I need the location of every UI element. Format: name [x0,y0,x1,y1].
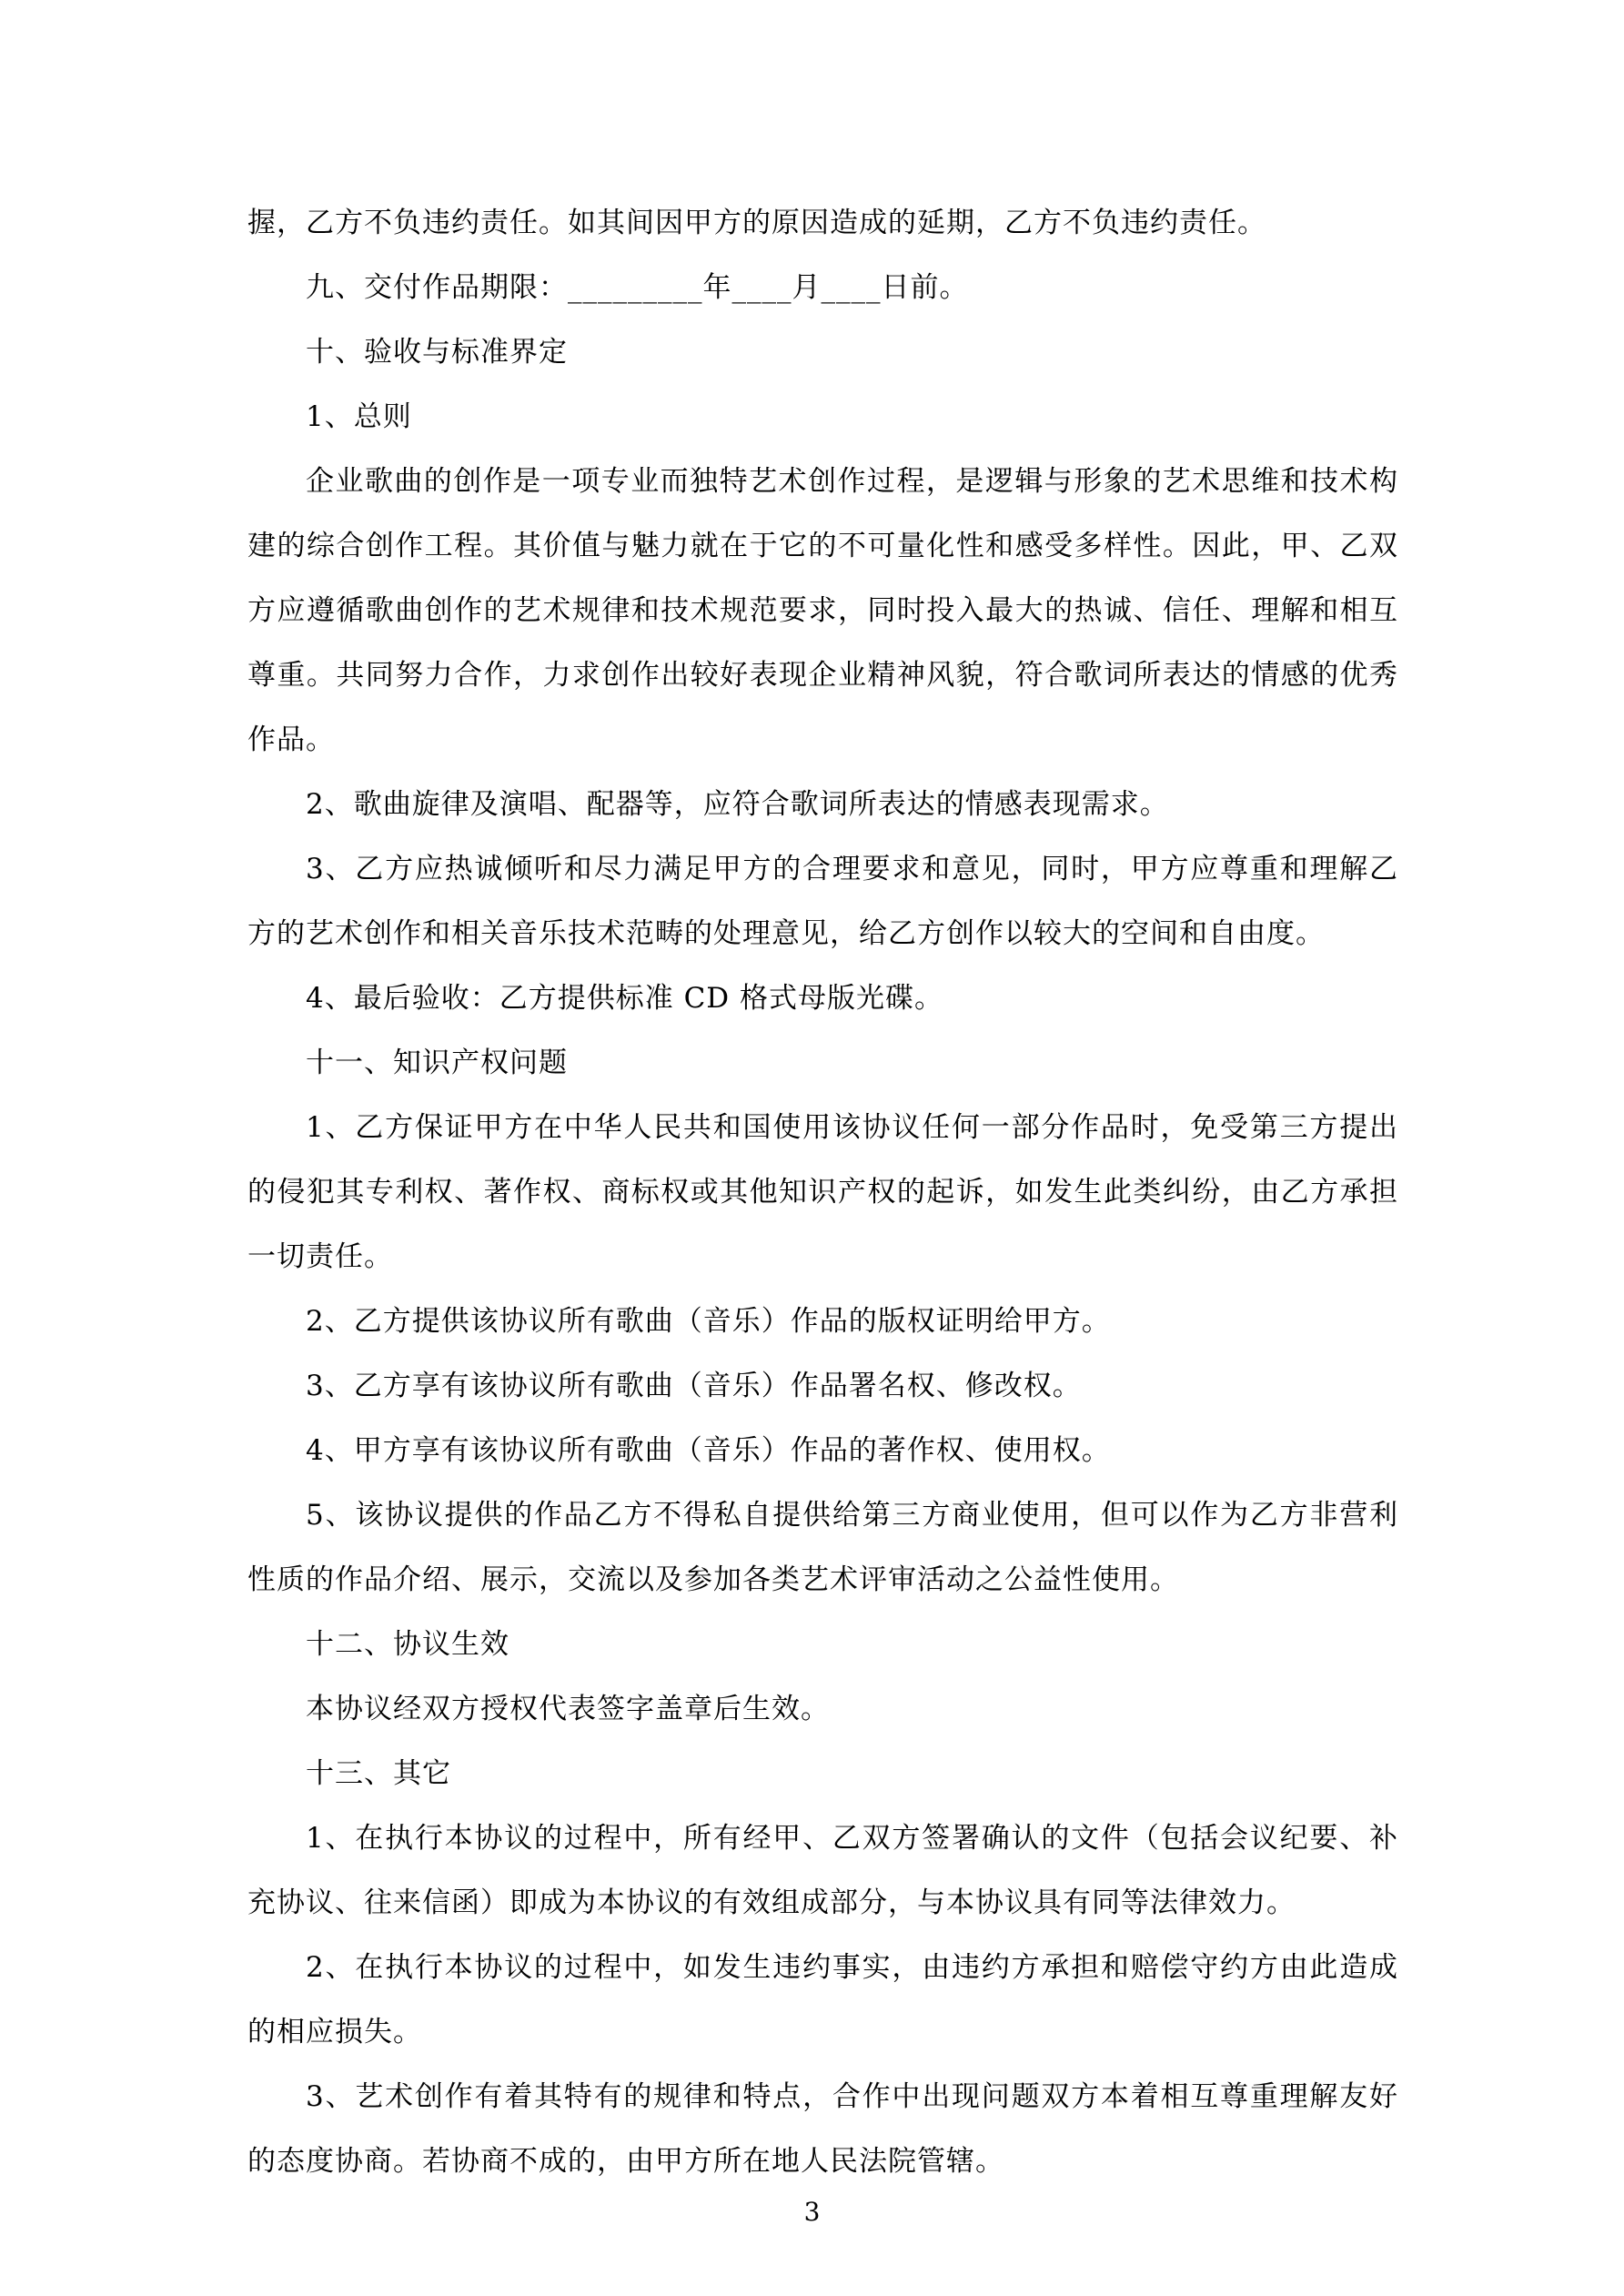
paragraph: 握，乙方不负违约责任。如其间因甲方的原因造成的延期，乙方不负违约责任。 [247,207,1266,239]
paragraph: 十三、其它 [306,1757,451,1790]
paragraph: 十二、协议生效 [306,1628,509,1661]
paragraph: 4、甲方享有该协议所有歌曲（音乐）作品的著作权、使用权。 [306,1434,1111,1467]
paragraph: 3、乙方享有该协议所有歌曲（音乐）作品署名权、修改权。 [306,1370,1082,1402]
paragraph: 2、在执行本协议的过程中，如发生违约事实，由违约方承担和赔偿守约方由此造成的相应损失。 [247,1951,1398,2048]
paragraph: 企业歌曲的创作是一项专业而独特艺术创作过程，是逻辑与形象的艺术思维和技术构建的综合创作工程。其价值与魅力就在于它的不可量化性和感受多样性。因此，甲、乙双方应遵循歌曲创作的艺术规律和技术规范要求，同时投入最大的热诚、信任、理解和相互尊重。共同努力合作，力求创作出较好表现企业精神风貌，符合歌词所表达的情感的优秀作品。 [247,465,1398,756]
paragraph: 十、验收与标准界定 [306,336,568,369]
page-number: 3 [803,2197,821,2227]
paragraph: 4、最后验收：乙方提供标准 CD 格式母版光碟。 [306,982,944,1015]
paragraph: 1、总则 [306,400,412,433]
paragraph: 5、该协议提供的作品乙方不得私自提供给第三方商业使用，但可以作为乙方非营利性质的作品介绍、展示，交流以及参加各类艺术评审活动之公益性使用。 [247,1499,1398,1596]
paragraph: 3、乙方应热诚倾听和尽力满足甲方的合理要求和意见，同时，甲方应尊重和理解乙方的艺术创作和相关音乐技术范畴的处理意见，给乙方创作以较大的空间和自由度。 [247,853,1398,950]
paragraph: 2、乙方提供该协议所有歌曲（音乐）作品的版权证明给甲方。 [306,1305,1111,1338]
paragraph: 2、歌曲旋律及演唱、配器等，应符合歌词所表达的情感表现需求。 [306,788,1169,821]
document-body-text [247,191,1398,2194]
paragraph: 九、交付作品期限：_________年____月____日前。 [306,271,969,304]
paragraph: 1、乙方保证甲方在中华人民共和国使用该协议任何一部分作品时，免受第三方提出的侵犯其专利权、著作权、商标权或其他知识产权的起诉，如发生此类纠纷，由乙方承担一切责任。 [247,1111,1398,1273]
paragraph: 本协议经双方授权代表签字盖章后生效。 [306,1693,830,1725]
paragraph: 十一、知识产权问题 [306,1047,568,1079]
paragraph: 1、在执行本协议的过程中，所有经甲、乙双方签署确认的文件（包括会议纪要、补充协议、往来信函）即成为本协议的有效组成部分，与本协议具有同等法律效力。 [247,1822,1398,1919]
paragraph: 3、艺术创作有着其特有的规律和特点，合作中出现问题双方本着相互尊重理解友好的态度协商。若协商不成的，由甲方所在地人民法院管辖。 [247,2080,1398,2178]
